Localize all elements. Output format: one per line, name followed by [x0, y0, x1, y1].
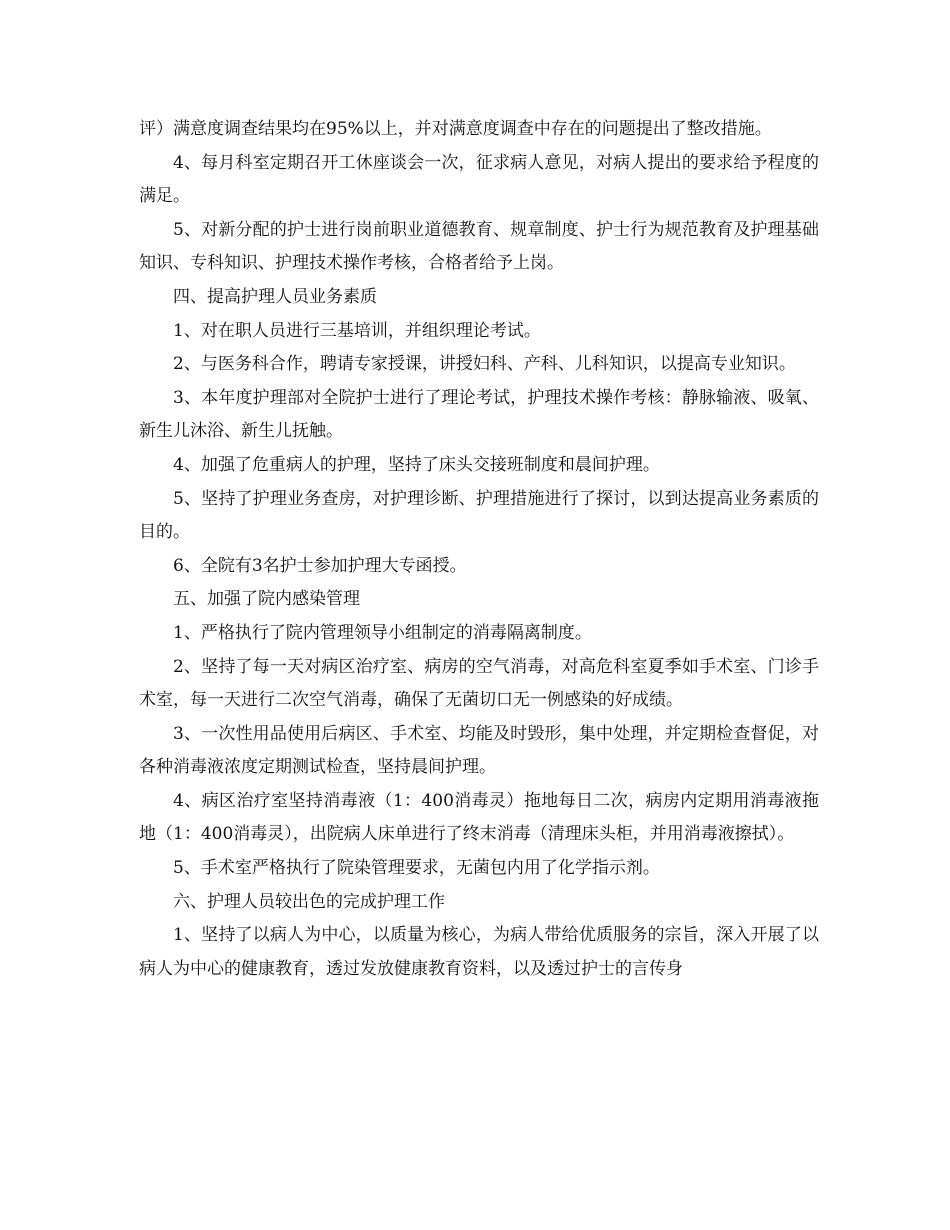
paragraph-item-3-exams: 3、本年度护理部对全院护士进行了理论考试，护理技术操作考核：静脉输液、吸氧、新生儿沐浴、新生儿抚触。	[139, 387, 819, 442]
paragraph-item-5-new-nurse-training: 5、对新分配的护士进行岗前职业道德教育、规章制度、护士行为规范教育及护理基础知识、专科知识、护理技术操作考核，合格者给予上岗。	[139, 219, 819, 274]
document-body	[139, 113, 819, 986]
paragraph-item-1-patient-centered: 1、坚持了以病人为中心，以质量为核心，为病人带给优质服务的宗旨，深入开展了以病人为中心的健康教育，透过发放健康教育资料，以及透过护士的言传身	[139, 925, 819, 979]
paragraph-item-1-three-basics: 1、对在职人员进行三基培训，并组织理论考试。	[173, 320, 541, 341]
paragraph-continuation: 评）满意度调查结果均在95%以上，并对满意度调查中存在的问题提出了整改措施。	[139, 119, 772, 139]
paragraph-item-6-correspondence: 6、全院有3名护士参加护理大专函授。	[173, 555, 467, 576]
paragraph-item-4-critical-care: 4、加强了危重病人的护理，坚持了床头交接班制度和晨间护理。	[173, 454, 660, 475]
paragraph-item-1-disinfection: 1、严格执行了院内管理领导小组制定的消毒隔离制度。	[173, 622, 592, 643]
paragraph-item-2-air-disinfection: 2、坚持了每一天对病区治疗室、病房的空气消毒，对高危科室夏季如手术室、门诊手术室，每一天进行二次空气消毒，确保了无菌切口无一例感染的好成绩。	[139, 656, 819, 711]
paragraph-item-5-ward-rounds: 5、坚持了护理业务查房，对护理诊断、护理措施进行了探讨，以到达提高业务素质的目的。	[139, 488, 819, 543]
paragraph-item-4-floor-disinfection: 4、病区治疗室坚持消毒液（1：400消毒灵）拖地每日二次，病房内定期用消毒液拖地（1：400消毒灵），出院病人床单进行了终末消毒（清理床头柜，并用消毒液擦拭）。	[139, 790, 819, 845]
paragraph-item-5-operating-room: 5、手术室严格执行了院染管理要求，无菌包内用了化学指示剂。	[173, 858, 660, 879]
paragraph-item-2-expert-lectures: 2、与医务科合作，聘请专家授课，讲授妇科、产科、儿科知识，以提高专业知识。	[173, 354, 796, 375]
section-heading-6: 六、护理人员较出色的完成护理工作	[173, 891, 445, 912]
section-heading-4: 四、提高护理人员业务素质	[173, 286, 377, 307]
paragraph-item-4-forum: 4、每月科室定期召开工休座谈会一次，征求病人意见，对病人提出的要求给予程度的满足。	[139, 152, 819, 207]
section-heading-5: 五、加强了院内感染管理	[173, 589, 360, 610]
paragraph-item-3-disposables: 3、一次性用品使用后病区、手术室、均能及时毁形，集中处理，并定期检查督促，对各种消毒液浓度定期测试检查，坚持晨间护理。	[139, 723, 819, 778]
